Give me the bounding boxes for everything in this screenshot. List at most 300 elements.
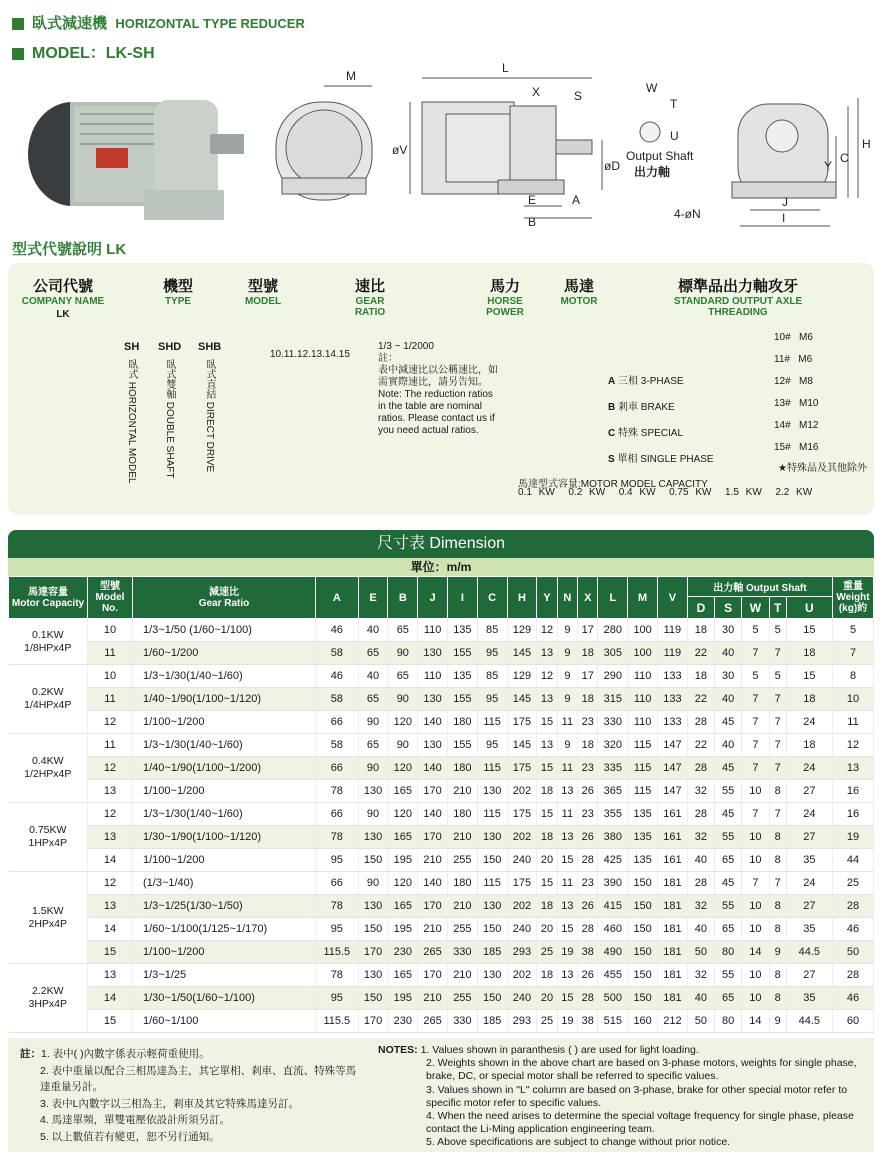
table-row bbox=[9, 872, 874, 895]
value-cell: 293 bbox=[507, 1010, 537, 1033]
ratio-cell: 1/100~1/200 bbox=[133, 780, 316, 803]
value-cell: 175 bbox=[507, 872, 537, 895]
value-cell: 129 bbox=[507, 665, 537, 688]
value-cell: 66 bbox=[316, 803, 359, 826]
ratio-cell: 1/40~1/90(1/100~1/200) bbox=[133, 757, 316, 780]
value-cell: 24 bbox=[786, 711, 832, 734]
value-cell: 11 bbox=[557, 711, 577, 734]
value-cell: 58 bbox=[316, 734, 359, 757]
value-cell: 95 bbox=[316, 849, 359, 872]
value-cell: 18 bbox=[578, 642, 598, 665]
value-cell: 46 bbox=[833, 987, 874, 1010]
label-e: E bbox=[528, 193, 537, 207]
value-cell: 65 bbox=[358, 688, 388, 711]
value-cell: 180 bbox=[447, 711, 477, 734]
value-cell: 110 bbox=[418, 619, 448, 642]
value-cell: 210 bbox=[418, 849, 448, 872]
value-cell: 18 bbox=[786, 688, 832, 711]
value-cell: 26 bbox=[578, 780, 598, 803]
value-cell: 5 bbox=[833, 619, 874, 642]
value-cell: 7 bbox=[769, 711, 786, 734]
value-cell: 150 bbox=[358, 918, 388, 941]
value-cell: 140 bbox=[418, 711, 448, 734]
value-cell: 365 bbox=[598, 780, 628, 803]
value-cell: 140 bbox=[418, 803, 448, 826]
value-cell: 5 bbox=[769, 665, 786, 688]
value-cell: 195 bbox=[388, 849, 418, 872]
value-cell: 10 bbox=[833, 688, 874, 711]
value-cell: 170 bbox=[418, 895, 448, 918]
value-cell: 66 bbox=[316, 757, 359, 780]
value-cell: 181 bbox=[658, 872, 688, 895]
value-cell: 133 bbox=[658, 688, 688, 711]
thread-item: 10# M6 bbox=[774, 332, 813, 343]
table-row bbox=[9, 642, 874, 665]
title-zh: 臥式減速機 bbox=[32, 15, 108, 32]
value-cell: 50 bbox=[833, 941, 874, 964]
type-sh-desc: 臥式 HORIZONTAL MODEL bbox=[126, 359, 137, 484]
value-cell: 22 bbox=[687, 642, 714, 665]
value-cell: 26 bbox=[578, 826, 598, 849]
value-cell: 25 bbox=[537, 1010, 557, 1033]
header-shaft-col: U bbox=[786, 597, 832, 619]
value-cell: 210 bbox=[447, 826, 477, 849]
value-cell: 7 bbox=[742, 734, 769, 757]
value-cell: 8 bbox=[769, 918, 786, 941]
value-cell: 65 bbox=[715, 918, 742, 941]
model-code: 型號 MODEL bbox=[244, 278, 282, 307]
value-cell: 335 bbox=[598, 757, 628, 780]
value-cell: 500 bbox=[598, 987, 628, 1010]
label-od: øD bbox=[604, 159, 620, 173]
header-col: J bbox=[418, 577, 448, 619]
value-cell: 5 bbox=[769, 619, 786, 642]
value-cell: 58 bbox=[316, 642, 359, 665]
header-shaft-col: D bbox=[687, 597, 714, 619]
ratio-cell: 1/40~1/90(1/100~1/120) bbox=[133, 688, 316, 711]
value-cell: 18 bbox=[537, 895, 557, 918]
value-cell: 40 bbox=[715, 688, 742, 711]
table-row bbox=[9, 918, 874, 941]
value-cell: 255 bbox=[447, 918, 477, 941]
value-cell: 380 bbox=[598, 826, 628, 849]
value-cell: 255 bbox=[447, 987, 477, 1010]
value-cell: 175 bbox=[507, 711, 537, 734]
value-cell: 95 bbox=[477, 688, 507, 711]
value-cell: 28 bbox=[687, 803, 714, 826]
value-cell: 78 bbox=[316, 964, 359, 987]
thread-item: 15# M16 bbox=[774, 442, 819, 453]
table-row bbox=[9, 688, 874, 711]
model-cell: 11 bbox=[88, 642, 133, 665]
value-cell: 95 bbox=[477, 642, 507, 665]
value-cell: 150 bbox=[628, 964, 658, 987]
header-col: X bbox=[578, 577, 598, 619]
value-cell: 120 bbox=[388, 711, 418, 734]
value-cell: 40 bbox=[687, 987, 714, 1010]
value-cell: 7 bbox=[769, 872, 786, 895]
value-cell: 130 bbox=[477, 826, 507, 849]
value-cell: 10 bbox=[742, 826, 769, 849]
value-cell: 133 bbox=[658, 711, 688, 734]
label-h: H bbox=[862, 137, 871, 151]
ratio-cell: 1/100~1/200 bbox=[133, 941, 316, 964]
value-cell: 130 bbox=[358, 780, 388, 803]
value-cell: 15 bbox=[557, 987, 577, 1010]
value-cell: 115 bbox=[628, 734, 658, 757]
code-section-title: 型式代號說明 LK bbox=[12, 241, 127, 258]
value-cell: 8 bbox=[833, 665, 874, 688]
value-cell: 90 bbox=[388, 642, 418, 665]
table-row bbox=[9, 895, 874, 918]
header-shaft-col: S bbox=[715, 597, 742, 619]
value-cell: 24 bbox=[786, 872, 832, 895]
reducer-photo bbox=[14, 70, 252, 230]
value-cell: 15 bbox=[537, 711, 557, 734]
value-cell: 355 bbox=[598, 803, 628, 826]
header-ratio: 減速比 Gear Ratio bbox=[133, 577, 316, 619]
value-cell: 7 bbox=[742, 711, 769, 734]
unit-label: 單位：m/m bbox=[8, 558, 874, 576]
dimension-table-body bbox=[9, 619, 874, 1033]
value-cell: 195 bbox=[388, 918, 418, 941]
table-row bbox=[9, 619, 874, 642]
ratio-cell: 1/100~1/200 bbox=[133, 849, 316, 872]
value-cell: 8 bbox=[769, 987, 786, 1010]
model-cell: 10 bbox=[88, 619, 133, 642]
value-cell: 90 bbox=[358, 872, 388, 895]
value-cell: 15 bbox=[537, 803, 557, 826]
value-cell: 390 bbox=[598, 872, 628, 895]
value-cell: 19 bbox=[833, 826, 874, 849]
value-cell: 13 bbox=[537, 734, 557, 757]
value-cell: 28 bbox=[578, 987, 598, 1010]
value-cell: 18 bbox=[786, 734, 832, 757]
table-row bbox=[9, 780, 874, 803]
value-cell: 185 bbox=[477, 1010, 507, 1033]
value-cell: 20 bbox=[537, 849, 557, 872]
value-cell: 28 bbox=[833, 895, 874, 918]
label-x: X bbox=[532, 85, 541, 99]
value-cell: 202 bbox=[507, 780, 537, 803]
value-cell: 90 bbox=[358, 757, 388, 780]
value-cell: 9 bbox=[557, 734, 577, 757]
value-cell: 65 bbox=[715, 849, 742, 872]
value-cell: 180 bbox=[447, 872, 477, 895]
value-cell: 129 bbox=[507, 619, 537, 642]
output-shaft-en: Output Shaft bbox=[626, 149, 694, 163]
ratio-cell: 1/100~1/200 bbox=[133, 711, 316, 734]
value-cell: 58 bbox=[316, 688, 359, 711]
value-cell: 202 bbox=[507, 895, 537, 918]
model-cell: 13 bbox=[88, 895, 133, 918]
value-cell: 35 bbox=[786, 987, 832, 1010]
ratio-cell: 1/3~1/30(1/40~1/60) bbox=[133, 803, 316, 826]
value-cell: 44 bbox=[833, 849, 874, 872]
value-cell: 15 bbox=[537, 757, 557, 780]
value-cell: 9 bbox=[557, 642, 577, 665]
value-cell: 120 bbox=[388, 757, 418, 780]
motor-list bbox=[608, 369, 714, 473]
dimension-title: 尺寸表 Dimension bbox=[8, 530, 874, 558]
value-cell: 9 bbox=[769, 1010, 786, 1033]
value-cell: 135 bbox=[628, 849, 658, 872]
header-shaft-col: T bbox=[769, 597, 786, 619]
value-cell: 135 bbox=[447, 665, 477, 688]
label-n: 4-øN bbox=[674, 207, 701, 221]
value-cell: 40 bbox=[687, 849, 714, 872]
header-shaft-col: W bbox=[742, 597, 769, 619]
model-cell: 13 bbox=[88, 964, 133, 987]
value-cell: 45 bbox=[715, 711, 742, 734]
value-cell: 38 bbox=[578, 941, 598, 964]
value-cell: 147 bbox=[658, 757, 688, 780]
value-cell: 145 bbox=[507, 642, 537, 665]
type-code: 機型 TYPE bbox=[162, 278, 193, 307]
value-cell: 110 bbox=[628, 665, 658, 688]
value-cell: 28 bbox=[578, 918, 598, 941]
value-cell: 26 bbox=[578, 895, 598, 918]
value-cell: 12 bbox=[537, 619, 557, 642]
value-cell: 210 bbox=[418, 918, 448, 941]
value-cell: 110 bbox=[628, 688, 658, 711]
value-cell: 150 bbox=[628, 918, 658, 941]
value-cell: 240 bbox=[507, 849, 537, 872]
value-cell: 415 bbox=[598, 895, 628, 918]
motor-capacity-cell: 0.1KW 1/8HPx4P bbox=[9, 619, 88, 665]
value-cell: 7 bbox=[742, 803, 769, 826]
motor-capacity-cell: 0.75KW 1HPx4P bbox=[9, 803, 88, 872]
value-cell: 23 bbox=[578, 757, 598, 780]
value-cell: 155 bbox=[447, 642, 477, 665]
header-motor: 馬達容量 Motor Capacity bbox=[9, 577, 88, 619]
value-cell: 119 bbox=[658, 619, 688, 642]
header-col: N bbox=[557, 577, 577, 619]
value-cell: 65 bbox=[388, 619, 418, 642]
header-output-shaft: 出力軸 Output Shaft bbox=[687, 577, 832, 597]
label-w: W bbox=[646, 81, 658, 95]
value-cell: 150 bbox=[628, 872, 658, 895]
value-cell: 7 bbox=[769, 642, 786, 665]
motor-capacity-cell: 2.2KW 3HPx4P bbox=[9, 964, 88, 1033]
value-cell: 80 bbox=[715, 1010, 742, 1033]
value-cell: 19 bbox=[557, 1010, 577, 1033]
value-cell: 7 bbox=[742, 757, 769, 780]
thread-item: 14# M12 bbox=[774, 420, 819, 431]
value-cell: 25 bbox=[833, 872, 874, 895]
header-col: A bbox=[316, 577, 359, 619]
value-cell: 230 bbox=[388, 941, 418, 964]
value-cell: 8 bbox=[769, 849, 786, 872]
value-cell: 27 bbox=[786, 895, 832, 918]
value-cell: 10 bbox=[742, 987, 769, 1010]
value-cell: 28 bbox=[833, 964, 874, 987]
value-cell: 110 bbox=[628, 711, 658, 734]
value-cell: 32 bbox=[687, 895, 714, 918]
ratio-note: 1/3 ~ 1/2000 註： 表中減速比以公稱速比，如需實際速比，請另告知。 Note: The reduction ratios in the table are nominal ratios. Please contact us if you need actual ratios. bbox=[378, 341, 498, 436]
value-cell: 305 bbox=[598, 642, 628, 665]
value-cell: 66 bbox=[316, 872, 359, 895]
model-label: MODEL：LK-SH bbox=[32, 45, 155, 62]
ratio-cell: 1/60~1/100(1/125~1/170) bbox=[133, 918, 316, 941]
value-cell: 85 bbox=[477, 619, 507, 642]
value-cell: 65 bbox=[715, 987, 742, 1010]
value-cell: 95 bbox=[316, 918, 359, 941]
value-cell: 185 bbox=[477, 941, 507, 964]
value-cell: 13 bbox=[557, 780, 577, 803]
value-cell: 55 bbox=[715, 964, 742, 987]
value-cell: 293 bbox=[507, 941, 537, 964]
value-cell: 9 bbox=[557, 665, 577, 688]
ratio-cell: 1/30~1/50(1/60~1/100) bbox=[133, 987, 316, 1010]
type-shb-desc: 臥式直結 DIRECT DRIVE bbox=[204, 359, 215, 473]
value-cell: 150 bbox=[628, 895, 658, 918]
value-cell: 44.5 bbox=[786, 941, 832, 964]
value-cell: 280 bbox=[598, 619, 628, 642]
model-cell: 15 bbox=[88, 1010, 133, 1033]
value-cell: 130 bbox=[477, 895, 507, 918]
ratio-cell: 1/3~1/25 bbox=[133, 964, 316, 987]
value-cell: 78 bbox=[316, 895, 359, 918]
value-cell: 95 bbox=[477, 734, 507, 757]
value-cell: 120 bbox=[388, 803, 418, 826]
value-cell: 115.5 bbox=[316, 941, 359, 964]
value-cell: 32 bbox=[687, 826, 714, 849]
value-cell: 115 bbox=[628, 757, 658, 780]
value-cell: 44.5 bbox=[786, 1010, 832, 1033]
value-cell: 175 bbox=[507, 757, 537, 780]
value-cell: 180 bbox=[447, 757, 477, 780]
value-cell: 181 bbox=[658, 987, 688, 1010]
dimension-table bbox=[8, 576, 874, 1033]
table-row bbox=[9, 665, 874, 688]
motor-item: S 單相 SINGLE PHASE bbox=[608, 454, 714, 465]
value-cell: 30 bbox=[715, 665, 742, 688]
table-row bbox=[9, 941, 874, 964]
value-cell: 40 bbox=[715, 642, 742, 665]
value-cell: 170 bbox=[418, 780, 448, 803]
model-values: 10.11.12.13.14.15 bbox=[270, 349, 350, 360]
value-cell: 23 bbox=[578, 711, 598, 734]
value-cell: 28 bbox=[687, 757, 714, 780]
type-shb: SHB bbox=[198, 341, 222, 353]
value-cell: 115 bbox=[477, 711, 507, 734]
notes-en: NOTES: 1. Values shown in paranthesis ( ) are used for light loading. 2. Weights shown in the above chart are based on 3-phase motors, weights for single phase, brake, DC, or special motor shall be referred to specific values. 3. Values shown in "L" column are based on 3-phase, brake for other special motor refer to specific motor refer to specific values. 4. When the need arises to determine the special voltage frequency for single phase, please contact the Li-Ming application engineering team. 5. Above specifications are subject to change without prior notice. bbox=[378, 1044, 857, 1149]
capacity-label: 馬達型式容量:MOTOR MODEL CAPACITY bbox=[518, 479, 708, 490]
header-col: V bbox=[658, 577, 688, 619]
value-cell: 17 bbox=[578, 665, 598, 688]
table-row bbox=[9, 803, 874, 826]
label-l: L bbox=[502, 61, 509, 75]
value-cell: 330 bbox=[598, 711, 628, 734]
value-cell: 100 bbox=[628, 642, 658, 665]
value-cell: 181 bbox=[658, 941, 688, 964]
ratio-cell: (1/3~1/40) bbox=[133, 872, 316, 895]
value-cell: 90 bbox=[358, 711, 388, 734]
notes-zh: 註：1. 表中( )內數字係表示輕荷重使用。 2. 表中重量以配合三相馬達為主，其它單相、剎車、直流、特殊等馬達重量另計。 3. 表中L內數字以三相為主，剎車及其它特殊馬達另訂。 4. 馬達單頻，單雙電壓依設計所須另訂。 5. 以上數值若有變更，恕不另行通知。 bbox=[20, 1048, 357, 1143]
value-cell: 32 bbox=[687, 964, 714, 987]
value-cell: 7 bbox=[769, 757, 786, 780]
value-cell: 20 bbox=[537, 987, 557, 1010]
value-cell: 155 bbox=[447, 688, 477, 711]
motor-capacity-cell: 1.5KW 2HPx4P bbox=[9, 872, 88, 964]
value-cell: 195 bbox=[388, 987, 418, 1010]
value-cell: 15 bbox=[786, 619, 832, 642]
value-cell: 9 bbox=[769, 941, 786, 964]
power-code: 馬力 HORSE POWER bbox=[486, 278, 524, 318]
value-cell: 150 bbox=[628, 987, 658, 1010]
value-cell: 15 bbox=[786, 665, 832, 688]
value-cell: 100 bbox=[628, 619, 658, 642]
value-cell: 40 bbox=[358, 619, 388, 642]
value-cell: 78 bbox=[316, 780, 359, 803]
value-cell: 150 bbox=[358, 987, 388, 1010]
value-cell: 330 bbox=[447, 1010, 477, 1033]
value-cell: 161 bbox=[658, 803, 688, 826]
value-cell: 7 bbox=[742, 688, 769, 711]
ratio-cell: 1/30~1/90(1/100~1/120) bbox=[133, 826, 316, 849]
value-cell: 15 bbox=[557, 918, 577, 941]
value-cell: 10 bbox=[742, 964, 769, 987]
value-cell: 27 bbox=[786, 826, 832, 849]
value-cell: 90 bbox=[388, 734, 418, 757]
value-cell: 315 bbox=[598, 688, 628, 711]
value-cell: 15 bbox=[557, 849, 577, 872]
ratio-cell: 1/3~1/30(1/40~1/60) bbox=[133, 734, 316, 757]
value-cell: 133 bbox=[658, 665, 688, 688]
value-cell: 150 bbox=[477, 918, 507, 941]
value-cell: 150 bbox=[477, 849, 507, 872]
value-cell: 27 bbox=[786, 780, 832, 803]
value-cell: 140 bbox=[418, 757, 448, 780]
value-cell: 165 bbox=[388, 826, 418, 849]
value-cell: 35 bbox=[786, 849, 832, 872]
value-cell: 330 bbox=[447, 941, 477, 964]
model-cell: 12 bbox=[88, 872, 133, 895]
value-cell: 320 bbox=[598, 734, 628, 757]
value-cell: 165 bbox=[388, 895, 418, 918]
value-cell: 19 bbox=[557, 941, 577, 964]
value-cell: 115 bbox=[628, 780, 658, 803]
value-cell: 7 bbox=[769, 688, 786, 711]
label-y: Y bbox=[824, 159, 833, 173]
value-cell: 7 bbox=[742, 642, 769, 665]
thread-note: ★特殊品及其他除外 bbox=[778, 463, 867, 474]
ratio-code: 速比 GEAR RATIO bbox=[354, 278, 386, 318]
value-cell: 212 bbox=[658, 1010, 688, 1033]
value-cell: 55 bbox=[715, 826, 742, 849]
model-cell: 12 bbox=[88, 711, 133, 734]
bullet-square-icon bbox=[12, 18, 24, 30]
value-cell: 240 bbox=[507, 918, 537, 941]
value-cell: 45 bbox=[715, 757, 742, 780]
company-code: 公司代號 COMPANY NAME LK bbox=[21, 278, 105, 320]
value-cell: 55 bbox=[715, 780, 742, 803]
value-cell: 16 bbox=[833, 780, 874, 803]
value-cell: 45 bbox=[715, 872, 742, 895]
model-cell: 12 bbox=[88, 757, 133, 780]
value-cell: 7 bbox=[742, 872, 769, 895]
table-row bbox=[9, 711, 874, 734]
page-title bbox=[12, 12, 305, 33]
model-cell: 14 bbox=[88, 918, 133, 941]
table-row bbox=[9, 826, 874, 849]
value-cell: 18 bbox=[537, 780, 557, 803]
value-cell: 145 bbox=[507, 688, 537, 711]
value-cell: 26 bbox=[578, 964, 598, 987]
motor-item: C 特殊 SPECIAL bbox=[608, 428, 684, 439]
value-cell: 46 bbox=[316, 619, 359, 642]
